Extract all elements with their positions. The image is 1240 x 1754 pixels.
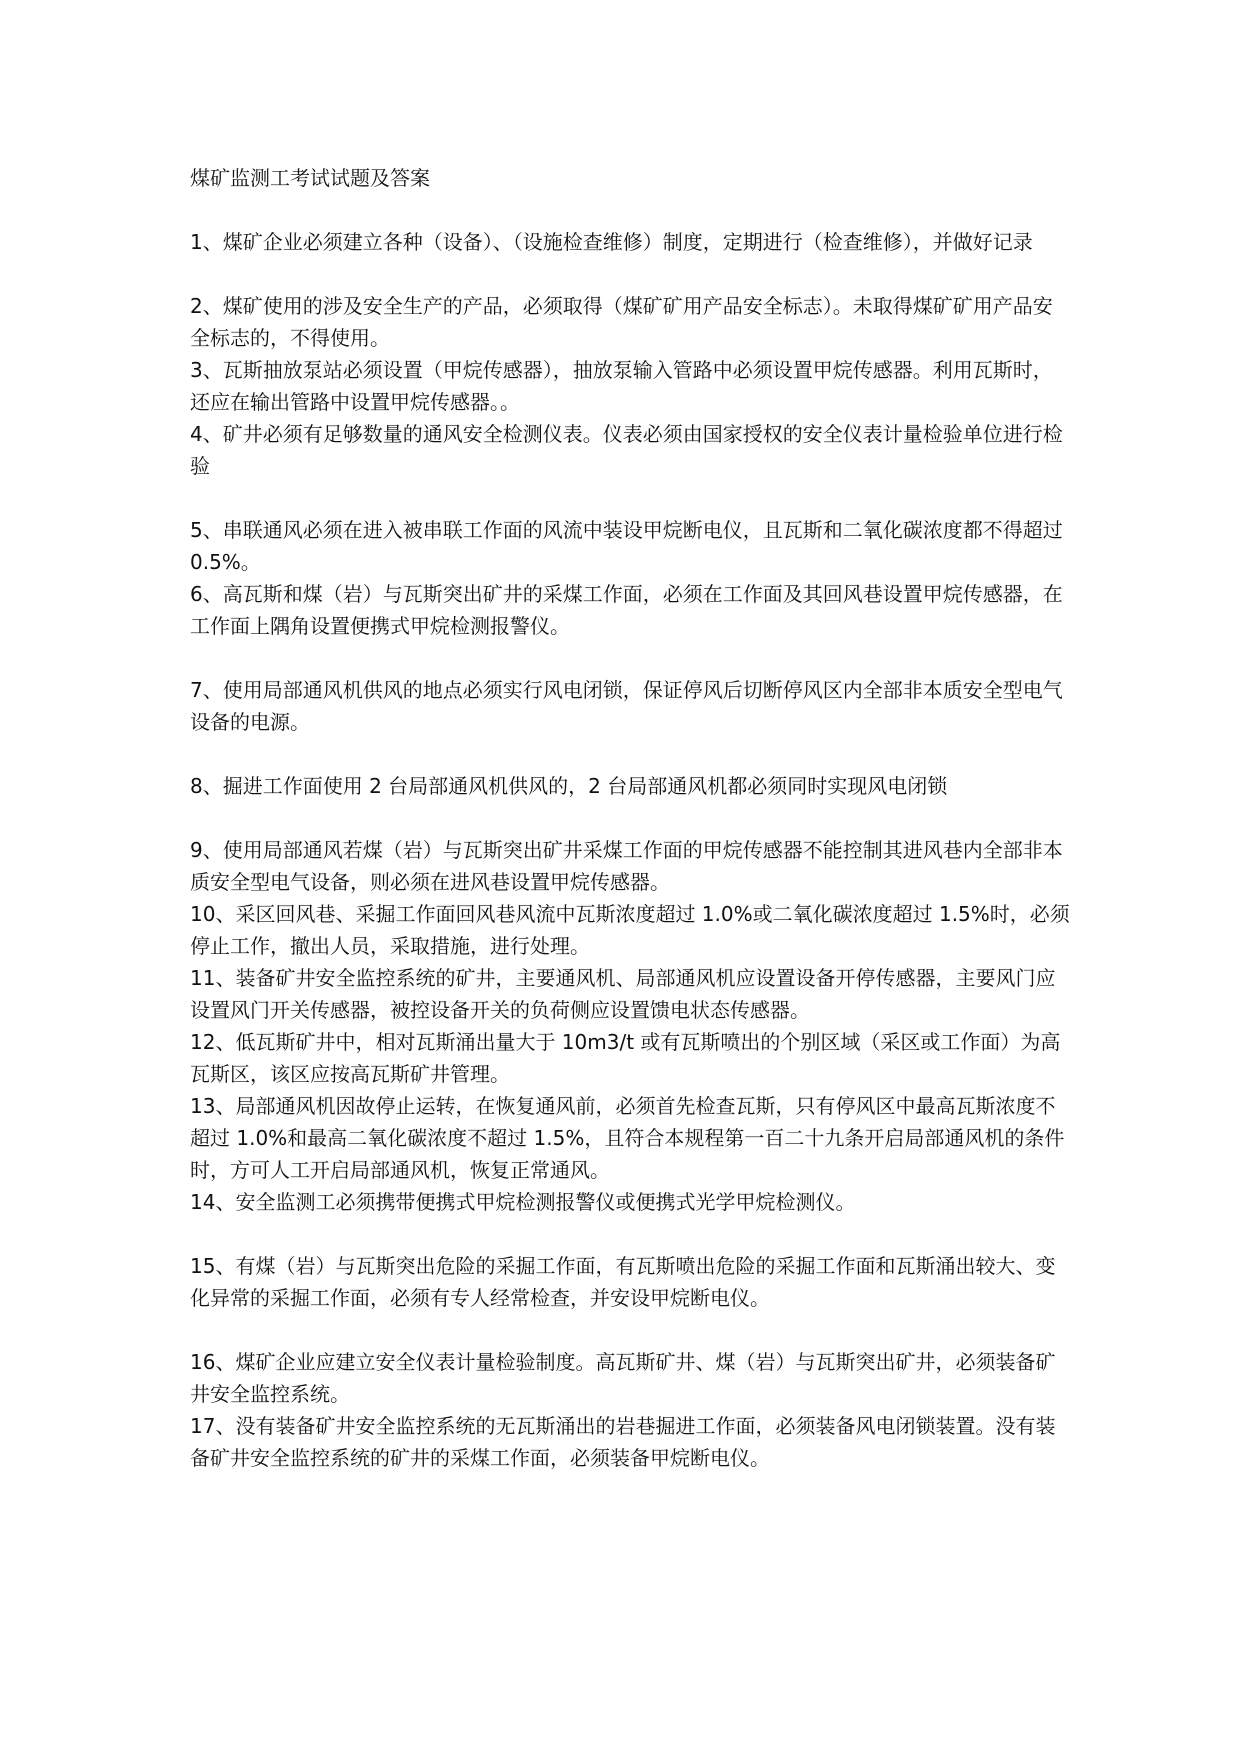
question-15: 15、有煤（岩）与瓦斯突出危险的采掘工作面，有瓦斯喷出危险的采掘工作面和瓦斯涌出较大、变化异常的采掘工作面，必须有专人经常检查，并安设甲烷断电仪。 <box>190 1254 1056 1310</box>
question-2: 2、煤矿使用的涉及安全生产的产品，必须取得（煤矿矿用产品安全标志）。未取得煤矿矿用产品安全标志的，不得使用。 <box>190 294 1053 350</box>
question-14: 14、安全监测工必须携带便携式甲烷检测报警仪或便携式光学甲烷检测仪。 <box>190 1190 856 1214</box>
question-6: 6、高瓦斯和煤（岩）与瓦斯突出矿井的采煤工作面，必须在工作面及其回风巷设置甲烷传感器，在工作面上隅角设置便携式甲烷检测报警仪。 <box>190 582 1063 638</box>
question-7: 7、使用局部通风机供风的地点必须实行风电闭锁，保证停风后切断停风区内全部非本质安全型电气设备的电源。 <box>190 678 1063 734</box>
document-title: 煤矿监测工考试试题及答案 <box>190 166 430 190</box>
question-3: 3、瓦斯抽放泵站必须设置（甲烷传感器），抽放泵输入管路中必须设置甲烷传感器。利用瓦斯时，还应在输出管路中设置甲烷传感器。。 <box>190 358 1053 414</box>
question-8: 8、掘进工作面使用 2 台局部通风机供风的，2 台局部通风机都必须同时实现风电闭锁 <box>190 774 948 798</box>
question-10: 10、采区回风巷、采掘工作面回风巷风流中瓦斯浓度超过 1.0%或二氧化碳浓度超过 1.5%时，必须停止工作，撤出人员，采取措施，进行处理。 <box>190 902 1070 958</box>
document-page <box>190 162 1070 1474</box>
question-4: 4、矿井必须有足够数量的通风安全检测仪表。仪表必须由国家授权的安全仪表计量检验单位进行检验 <box>190 422 1063 478</box>
question-9: 9、使用局部通风若煤（岩）与瓦斯突出矿井采煤工作面的甲烷传感器不能控制其进风巷内全部非本质安全型电气设备，则必须在进风巷设置甲烷传感器。 <box>190 838 1063 894</box>
question-1: 1、煤矿企业必须建立各种（设备）、（设施检查维修）制度，定期进行（检查维修），并做好记录 <box>190 230 1033 254</box>
question-16: 16、煤矿企业应建立安全仪表计量检验制度。高瓦斯矿井、煤（岩）与瓦斯突出矿井，必须装备矿井安全监控系统。 <box>190 1350 1056 1406</box>
question-17: 17、没有装备矿井安全监控系统的无瓦斯涌出的岩巷掘进工作面，必须装备风电闭锁装置。没有装备矿井安全监控系统的矿井的采煤工作面，必须装备甲烷断电仪。 <box>190 1414 1056 1470</box>
question-12: 12、低瓦斯矿井中，相对瓦斯涌出量大于 10m3/t 或有瓦斯喷出的个别区域（采区或工作面）为高瓦斯区，该区应按高瓦斯矿井管理。 <box>190 1030 1061 1086</box>
question-11: 11、装备矿井安全监控系统的矿井，主要通风机、局部通风机应设置设备开停传感器，主要风门应设置风门开关传感器，被控设备开关的负荷侧应设置馈电状态传感器。 <box>190 966 1056 1022</box>
question-5: 5、串联通风必须在进入被串联工作面的风流中装设甲烷断电仪，且瓦斯和二氧化碳浓度都不得超过 0.5%。 <box>190 518 1063 574</box>
question-13: 13、局部通风机因故停止运转，在恢复通风前，必须首先检查瓦斯，只有停风区中最高瓦斯浓度不超过 1.0%和最高二氧化碳浓度不超过 1.5%，且符合本规程第一百二十九条开启局部通风机的条件时，方可人工开启局部通风机，恢复正常通风。 <box>190 1094 1065 1182</box>
